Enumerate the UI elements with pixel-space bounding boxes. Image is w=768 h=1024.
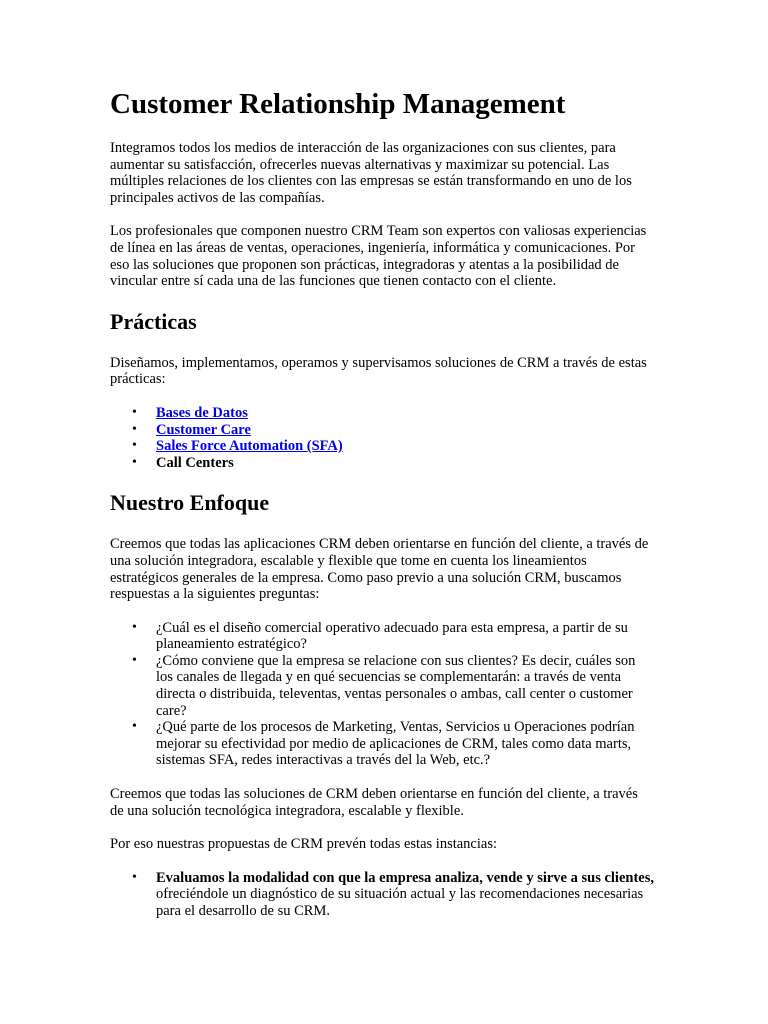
instancia-item [156,870,655,920]
enfoque-text-1: Creemos que todas las aplicaciones CRM deben orientarse en función del cliente, a través de una solución integradora, escalable y flexible que tome en cuenta los lineamientos estratégicos generales de la empresa. Como paso previo a una solución CRM, buscamos respuestas a la siguientes preguntas: [110,536,649,603]
practicas-list [110,405,655,471]
link-customer-care[interactable]: Customer Care [156,421,251,438]
question-item: • ¿Cómo conviene que la empresa se relacione con sus clientes? Es decir, cuáles son los canales de llegada y en qué secuencias se complementarán: a través de venta directa o distribuida, televentas, ventas personales o ambas, call center o customer care? [156,653,655,719]
instancia-rest-text: ofreciéndole un diagnóstico de su situación actual y las recomendaciones necesarias para el desarrollo de su CRM. [156,886,644,919]
question-item: • ¿Cuál es el diseño comercial operativo adecuado para esta empresa, a partir de su planeamiento estratégico? [156,620,655,653]
intro-paragraph-1: Integramos todos los medios de interacción de las organizaciones con sus clientes, para aumentar su satisfacción, ofrecerles nuevas alternativas y maximizar su potencial. Las múltiples relaciones de los clientes con las empresas se están transformando en uno de los principales activos de las compañías. [110,140,632,206]
enfoque-text-3: Por eso nuestras propuestas de CRM prevén todas estas instancias: [110,836,497,853]
intro-paragraph-2: Los profesionales que componen nuestro CRM Team son expertos con valiosas experiencias de línea en las áreas de ventas, operaciones, ingeniería, informática y comunicaciones. Por eso las soluciones que proponen son prácticas, integradoras y atentas a la posibilidad de vincular entre sí cada una de las funciones que tienen contacto con el cliente. [110,223,647,290]
list-item [156,422,655,439]
question-item: • ¿Qué parte de los procesos de Marketing, Ventas, Servicios u Operaciones podrían mejorar su efectividad por medio de aplicaciones de CRM, tales como data marts, sistemas SFA, redes interactivas a través del la Web, etc.? [156,719,655,769]
instancia-bold-text: Evaluamos la modalidad con que la empresa analiza, vende y sirve a sus clientes, [156,869,654,886]
list-item [156,405,655,422]
link-sales-force-automation[interactable]: Sales Force Automation (SFA) [156,438,343,455]
enfoque-text-2: Creemos que todas las soluciones de CRM deben orientarse en función del cliente, a través de una solución tecnológica integradora, escalable y flexible. [110,786,638,819]
enfoque-heading: Nuestro Enfoque [110,490,270,516]
questions-list [110,620,655,769]
instancias-list [110,870,655,920]
practicas-heading: Prácticas [110,308,197,334]
list-item [156,455,655,472]
document-content [110,84,655,937]
page-title: Customer Relationship Management [110,88,566,120]
link-bases-de-datos[interactable]: Bases de Datos [156,404,248,421]
list-item [156,438,655,455]
call-centers-label: Call Centers [156,454,234,471]
practicas-text: Diseñamos, implementamos, operamos y supervisamos soluciones de CRM a través de estas prácticas: [110,354,647,388]
